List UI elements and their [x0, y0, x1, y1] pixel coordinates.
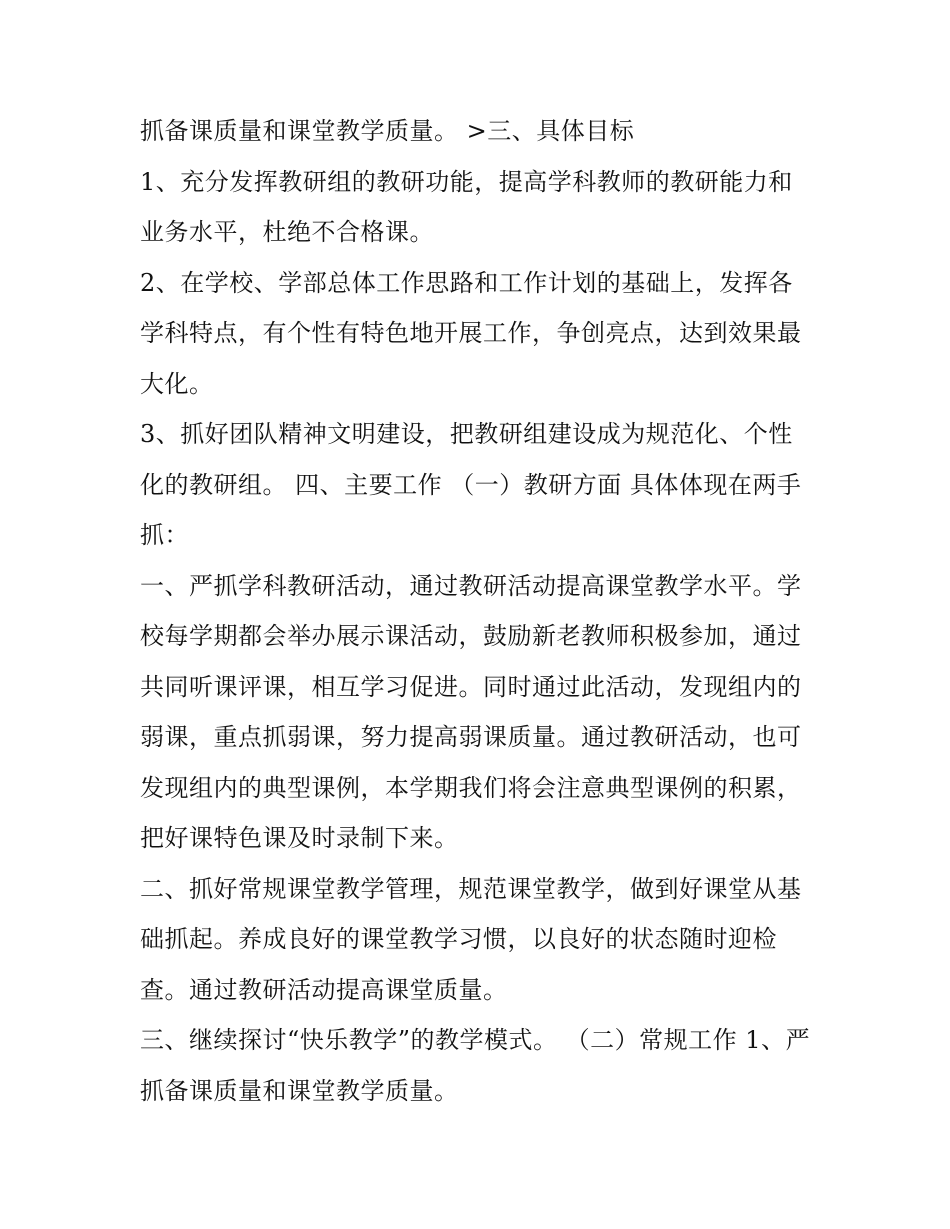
text-line: 业务水平，杜绝不合格课。 [140, 218, 434, 246]
text-line: 抓备课质量和课堂教学质量。 >三、具体目标 [140, 117, 635, 145]
text-line: 大化。 [140, 369, 214, 398]
text-line: 把好课特色课及时录制下来。 [140, 824, 459, 852]
text-line: 学科特点，有个性有特色地开展工作，争创亮点，达到效果最 [140, 319, 802, 347]
text-line: 二、抓好常规课堂教学管理，规范课堂教学，做到好课堂从基 [140, 874, 802, 903]
text-line: 础抓起。养成良好的课堂教学习惯，以良好的状态随时迎检 [140, 925, 777, 953]
document-body [140, 106, 820, 1116]
text-line: 化的教研组。 四、主要工作 （一）教研方面 具体体现在两手 [140, 470, 802, 499]
text-line: 3、抓好团队精神文明建设，把教研组建设成为规范化、个性 [140, 420, 793, 448]
text-line: 弱课，重点抓弱课，努力提高弱课质量。通过教研活动，也可 [140, 723, 802, 751]
text-line: 2、在学校、学部总体工作思路和工作计划的基础上，发挥各 [140, 268, 793, 297]
text-line: 三、继续探讨“快乐教学”的教学模式。 （二）常规工作 1、严 [140, 1026, 811, 1054]
text-line: 1、充分发挥教研组的教研功能，提高学科教师的教研能力和 [140, 167, 793, 196]
text-line: 校每学期都会举办展示课活动，鼓励新老教师积极参加，通过 [140, 622, 802, 650]
text-line: 共同听课评课，相互学习促进。同时通过此活动，发现组内的 [140, 672, 802, 701]
text-line: 发现组内的典型课例，本学期我们将会注意典型课例的积累， [140, 773, 802, 802]
text-line: 抓备课质量和课堂教学质量。 [140, 1076, 459, 1105]
text-line: 一、严抓学科教研活动，通过教研活动提高课堂教学水平。学 [140, 571, 802, 600]
text-line: 抓： [140, 521, 189, 549]
text-line: 查。通过教研活动提高课堂质量。 [140, 975, 508, 1004]
